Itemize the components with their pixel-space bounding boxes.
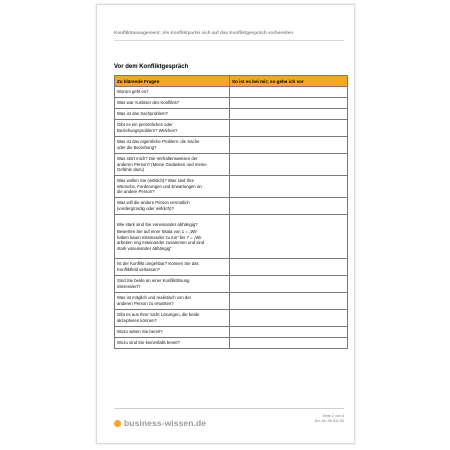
question-cell — [115, 338, 230, 349]
question-text: Wozu sind Sie keinesfalls bereit? — [117, 340, 180, 346]
question-text: Was war Auslöser des Konflikts? — [117, 100, 180, 106]
question-text: Bewerten Sie auf einer Skala von 1 = „Wir haben kaum miteinander zu tun“ bis 7 = „Wir arbeiten eng miteinander zusammen und sind stark voneinander abhängig“ — [117, 229, 205, 251]
column-header-questions: Zu klärende Fragen — [115, 76, 230, 87]
footer-meta — [315, 414, 344, 425]
question-cell — [115, 120, 230, 137]
table-row — [115, 87, 348, 98]
question-cell — [115, 327, 230, 338]
answer-cell[interactable] — [230, 154, 348, 176]
question-cell — [115, 293, 230, 310]
answer-cell[interactable] — [230, 176, 348, 198]
question-text: Sind Sie beide an einer Konfliktlösung interessiert? — [117, 278, 190, 289]
table-row — [115, 338, 348, 349]
question-cell — [115, 109, 230, 120]
question-text: Worum geht es? — [117, 89, 149, 95]
answer-cell[interactable] — [230, 198, 348, 215]
table-row — [115, 137, 348, 154]
table-row — [115, 98, 348, 109]
table-row — [115, 120, 348, 137]
header-divider — [114, 40, 344, 41]
table-row — [115, 215, 348, 259]
question-cell — [115, 87, 230, 98]
question-cell — [115, 176, 230, 198]
answer-cell[interactable] — [230, 137, 348, 154]
table-row — [115, 310, 348, 327]
answer-cell[interactable] — [230, 259, 348, 276]
question-cell — [115, 198, 230, 215]
question-text: Ist der Konflikt umgehbar? Können Sie das Konfliktfeld verlassen? — [117, 261, 199, 272]
table-row — [115, 259, 348, 276]
question-cell — [115, 310, 230, 327]
answer-cell[interactable] — [230, 293, 348, 310]
footer-divider — [114, 408, 344, 409]
article-number: Art.-Nr. 06.031.03 — [314, 419, 344, 424]
section-title: Vor dem Konfliktgespräch — [114, 64, 189, 70]
questions-table-body — [115, 87, 348, 349]
answer-cell[interactable] — [230, 338, 348, 349]
question-text: Wie stark sind Sie voneinander abhängig? — [117, 221, 198, 227]
table-row — [115, 176, 348, 198]
logo-dot-icon — [114, 420, 121, 427]
question-text: Wozu wären Sie bereit? — [117, 329, 163, 335]
answer-cell[interactable] — [230, 327, 348, 338]
document-page — [96, 4, 355, 444]
question-cell — [115, 154, 230, 176]
question-text: Was ist möglich und realistisch von der anderen Person zu erwarten? — [117, 295, 192, 306]
business-wissen-logo — [114, 417, 206, 429]
question-text: Was will die andere Person vermutlich (vordergründig oder wirklich)? — [117, 200, 190, 211]
answer-cell[interactable] — [230, 215, 348, 259]
question-text: Gibt es aus Ihrer Sicht Lösungen, die beide akzeptieren können? — [117, 312, 200, 323]
question-cell — [115, 259, 230, 276]
table-row — [115, 109, 348, 120]
table-row — [115, 198, 348, 215]
answer-cell[interactable] — [230, 109, 348, 120]
answer-cell[interactable] — [230, 120, 348, 137]
page-number: Seite 2 von 4 — [322, 414, 344, 418]
table-row — [115, 327, 348, 338]
column-header-answers: So ist es bei mir; so gehe ich vor — [230, 76, 348, 87]
answer-cell[interactable] — [230, 87, 348, 98]
question-cell — [115, 137, 230, 154]
table-row — [115, 276, 348, 293]
table-header-row — [115, 76, 348, 87]
question-text: Gibt es ein persönliches oder Beziehungsproblem? Welches? — [117, 122, 178, 133]
question-text: Was ist das Sachproblem? — [117, 111, 168, 117]
question-cell — [115, 215, 230, 259]
table-row — [115, 154, 348, 176]
table-row — [115, 293, 348, 310]
document-header-title: Konfliktmanagement: Als Konfliktpartei sich auf das Konfliktgespräch vorbereiten — [114, 30, 294, 35]
answer-cell[interactable] — [230, 310, 348, 327]
question-cell — [115, 98, 230, 109]
questions-table — [114, 75, 348, 349]
question-text: Was ist das eigentliche Problem: die Sache oder die Beziehung? — [117, 139, 200, 150]
answer-cell[interactable] — [230, 98, 348, 109]
answer-cell[interactable] — [230, 276, 348, 293]
question-text: Was wollen Sie (wirklich)? Was sind Ihre Wünsche, Forderungen und Erwartungen an die andere Person? — [117, 178, 202, 195]
logo-text: business-wissen.de — [124, 418, 207, 428]
question-text: Was stört mich? Die Verhaltensweisen der anderen Person? (Meine Gedanken und meine Gefühle dazu) — [117, 156, 207, 173]
question-cell — [115, 276, 230, 293]
